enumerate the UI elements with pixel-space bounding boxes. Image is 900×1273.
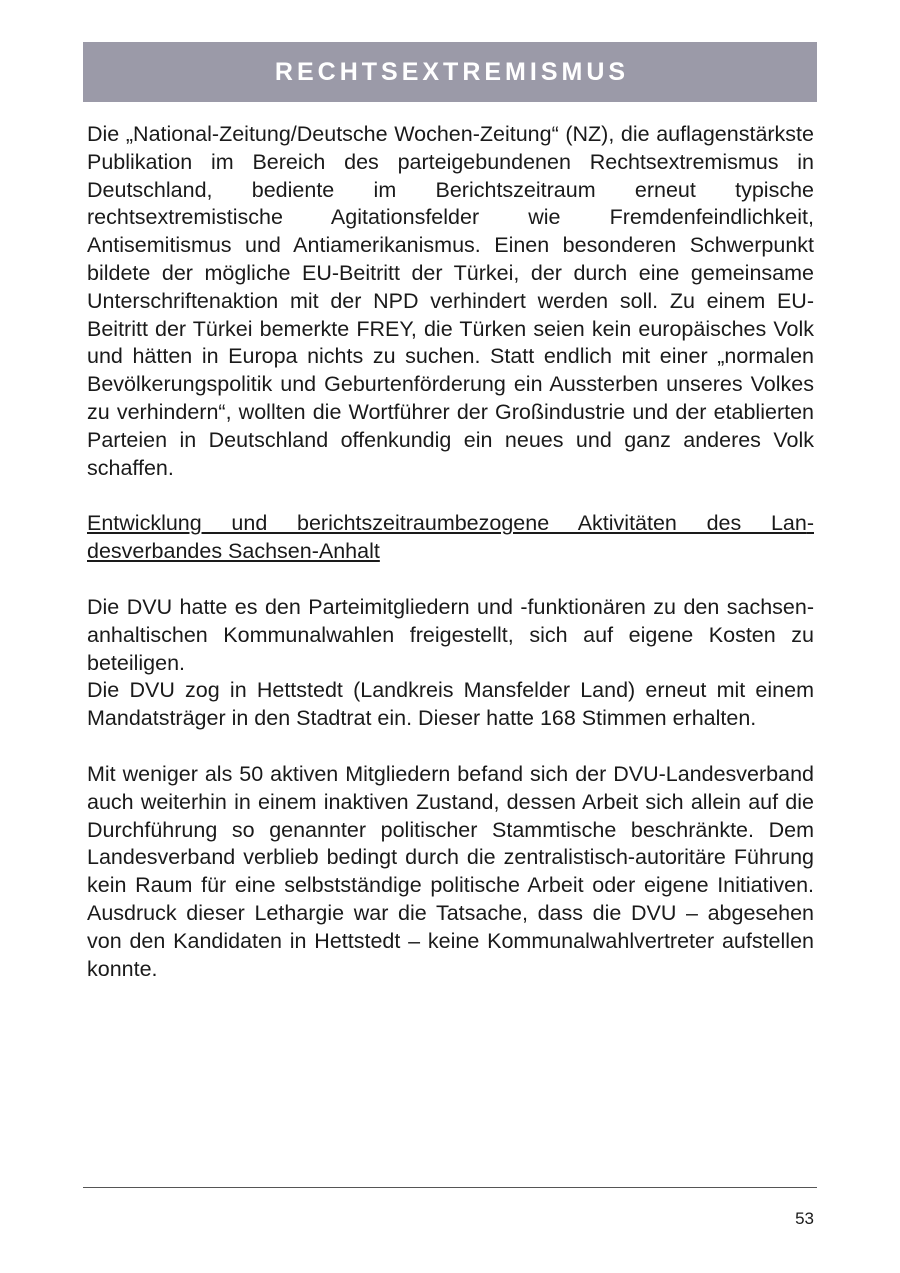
footer-divider: [83, 1187, 817, 1188]
paragraph-kommunalwahlen: Die DVU hatte es den Parteimitgliedern und -funktionären zu den sachsen-anhaltischen Kommunalwahlen freigestellt, sich auf eigene Kosten zu beteiligen.: [87, 594, 814, 675]
paragraph-hettstedt: Die DVU zog in Hettstedt (Landkreis Mansfelder Land) erneut mit einem Mandatsträger in den Stadtrat ein. Dieser hatte 168 Stimmen erhalten.: [87, 678, 814, 731]
paragraph-spacer: [87, 733, 814, 761]
page-body: [87, 121, 814, 983]
section-title: RECHTSEXTREMISMUS: [274, 57, 630, 86]
section-header-band: [83, 42, 817, 102]
paragraph-spacer: [87, 482, 814, 510]
page-number: 53: [795, 1209, 814, 1228]
subheading-landesverband: Entwicklung und berichtszeitraumbezogene Aktivitäten des Landesverbandes Sachsen-Anhalt: [87, 511, 814, 564]
paragraph-spacer: [87, 566, 814, 594]
paragraph-national-zeitung: Die „National-Zeitung/Deutsche Wochen-Zeitung“ (NZ), die auflagenstärkste Publikation im Bereich des parteigebundenen Rechtsextremismus in Deutschland, bediente im Berichtszeitraum erneut typische rechtsextremistische Agitationsfelder wie Fremdenfeindlichkeit, Antisemitismus und Antiamerikanismus. Einen besonderen Schwerpunkt bildete der mögliche EU-Beitritt der Türkei, der durch eine gemeinsame Unterschriftenaktion mit der NPD verhindert werden soll. Zu einem EU-Beitritt der Türkei bemerkte FREY, die Türken seien kein europäisches Volk und hätten in Europa nichts zu suchen. Statt endlich mit einer „normalen Bevölkerungspolitik und Geburtenförderung ein Aussterben unseres Volkes zu verhindern“, wollten die Wortführer der Großindustrie und der etablierten Parteien in Deutschland offenkundig ein neues und ganz anderes Volk schaffen.: [87, 122, 814, 480]
paragraph-mitglieder: Mit weniger als 50 aktiven Mitgliedern befand sich der DVU-Landesverband auch weiterhin in einem inaktiven Zustand, dessen Arbeit sich allein auf die Durchführung so genannter politischer Stammtische beschränkte. Dem Landesverband verblieb bedingt durch die zentralistisch-autoritäre Führung kein Raum für eine selbstständige politische Arbeit oder eigene Initiativen. Ausdruck dieser Lethargie war die Tatsache, dass die DVU – abgesehen von den Kandidaten in Hettstedt – keine Kommunalwahlvertreter aufstellen konnte.: [87, 761, 814, 981]
